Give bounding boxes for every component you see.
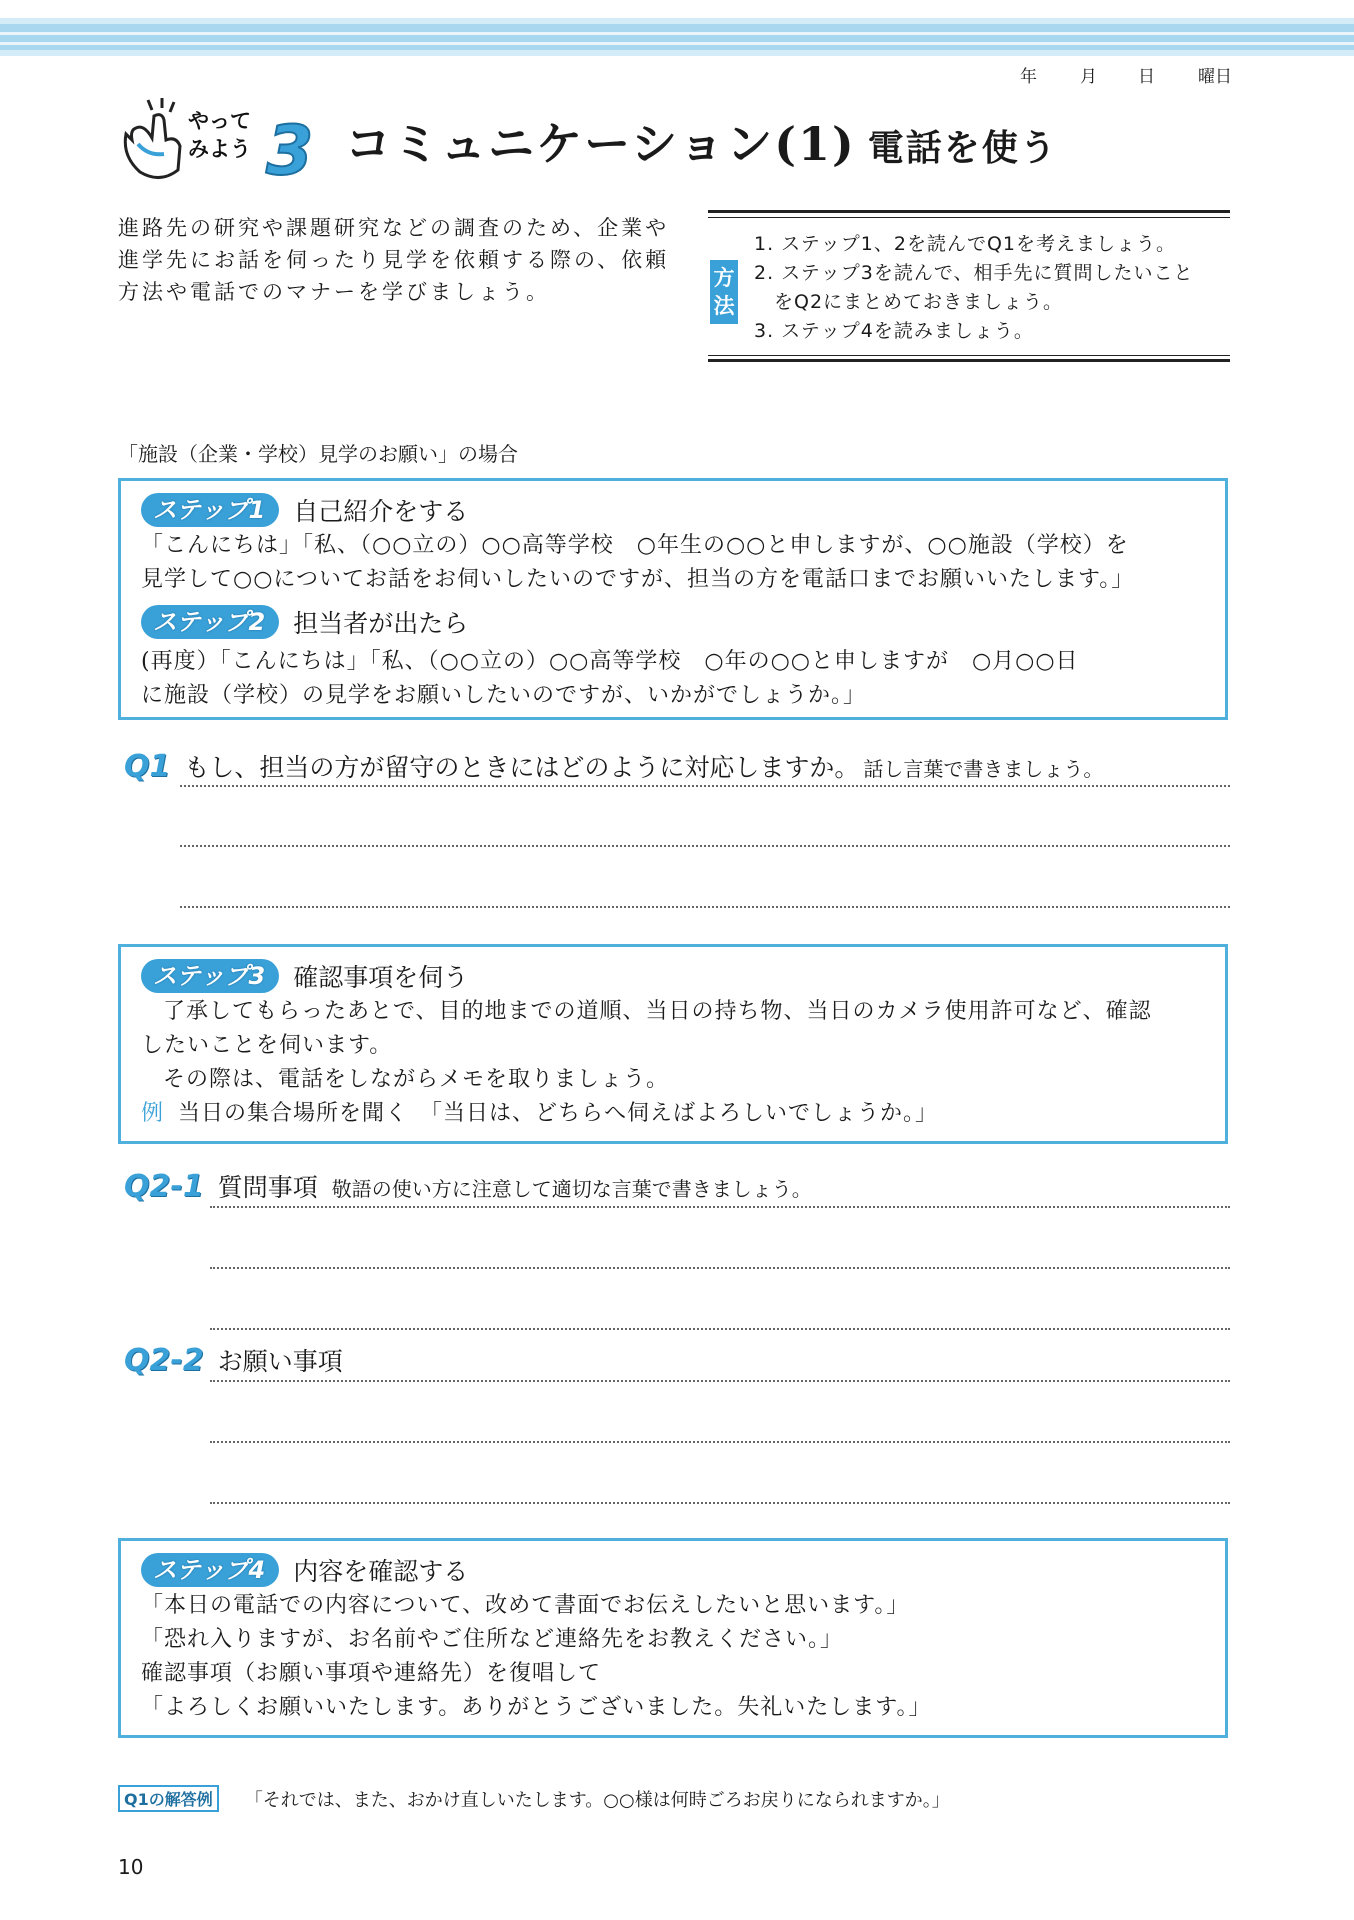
step3-header [141,957,1211,995]
step1-line: 見学して○○についてお話をお伺いしたいのですが、担当の方を電話口までお願いいたします。」 [141,567,1135,592]
q2-1-number: Q2-1 [124,1169,204,1204]
answer-line[interactable] [180,906,1230,908]
step4-label: ステップ4 [141,1553,279,1587]
q1-sample-answer [118,1785,950,1812]
date-day-label: 日 [1138,67,1155,87]
svg-text:みよう: みよう [188,137,251,161]
date-month-label: 月 [1080,67,1097,87]
step3-text [141,995,1211,1131]
step1-text [141,529,1211,597]
answer-line[interactable] [180,785,1230,787]
step4-line: 「本日の電話での内容について、改めて書面でお伝えしたいと思います。」 [141,1593,910,1618]
method-rule [708,217,1230,218]
step3-box [118,944,1228,1144]
step3-title: 確認事項を伺う [293,963,469,992]
example-text: 当日の集合場所を聞く 「当日は、どちらへ伺えばよろしいでしょうか。」 [178,1101,939,1126]
q1-text: もし、担当の方が留守のときにはどのように対応しますか。 [184,753,860,782]
method-item: 2. ステップ3を読んで、相手先に質問したいこと [754,262,1194,284]
method-item: をQ2にまとめておきましょう。 [754,291,1064,313]
section-caption: 「施設（企業・学校）見学のお願い」の場合 [118,442,518,466]
method-list [754,230,1194,346]
step4-box [118,1538,1228,1738]
step4-line: 「よろしくお願いいたします。ありがとうございました。失礼いたします。」 [141,1695,932,1720]
step2-line: (再度）「こんにちは」「私、（○○立の）○○高等学校 ○年の○○と申しますが ○月○○日 [141,649,1079,674]
step3-line: その際は、電話をしながらメモを取りましょう。 [163,1067,670,1092]
answer-line[interactable] [210,1328,1230,1330]
q2-1-note: 敬語の使い方に注意して適切な言葉で書きましょう。 [331,1177,812,1201]
intro-paragraph: 進路先の研究や課題研究などの調査のため、企業や進学先にお話を伺ったり見学を依頼する際の、依頼方法や電話でのマナーを学びましょう。 [118,216,670,304]
q2-1-text: 質問事項 [217,1173,318,1202]
step4-header [141,1551,1211,1589]
step3-line: 了承してもらったあとで、目的地までの道順、当日の持ち物、当日のカメラ使用許可など、確認 [163,999,1152,1024]
q2-2-number: Q2-2 [124,1343,204,1378]
q2-1-prompt [124,1168,812,1204]
step2-line: に施設（学校）の見学をお願いしたいのですが、いかがでしょうか。」 [141,683,867,708]
step1-header [141,491,1211,529]
answer-line[interactable] [210,1441,1230,1443]
yatte-miyou-badge [118,94,318,186]
step4-line: 確認事項（お願い事項や連絡先）を復唱して [141,1661,602,1686]
q2-2-text: お願い事項 [217,1347,343,1376]
q1-number: Q1 [124,749,171,784]
answer-line[interactable] [210,1267,1230,1269]
q1-prompt [124,748,1103,784]
method-box [708,210,1230,362]
q2-2-prompt [124,1342,343,1378]
page-title [345,108,1058,174]
step4-line: 「恐れ入りますが、お名前やご住所など連絡先をお教えください。」 [141,1627,844,1652]
svg-text:3: 3 [266,112,314,186]
svg-text:やって: やって [188,109,251,133]
method-item: 1. ステップ1、2を読んでQ1を考えましょう。 [754,233,1177,255]
step3-label: ステップ3 [141,959,279,993]
step2-label: ステップ2 [141,605,279,639]
step3-example [141,1097,1211,1131]
step3-line: したいことを伺います。 [141,1033,393,1058]
page-number: 10 [118,1855,144,1879]
sample-answer-tag: Q1の解答例 [118,1785,219,1812]
q1-note: 話し言葉で書きましょう。 [863,757,1104,781]
step4-title: 内容を確認する [293,1557,469,1586]
answer-line[interactable] [180,845,1230,847]
page-title-main: コミュニケーション(1) [345,117,856,171]
sample-answer-text: 「それでは、また、おかけ直しいたします。○○様は何時ごろお戻りになられますか。」 [244,1789,950,1811]
step2-text [141,645,1211,713]
step1-step2-box [118,478,1228,720]
date-year-label: 年 [1020,67,1037,87]
answer-line[interactable] [210,1380,1230,1382]
page-subtitle: 電話を使う [867,127,1058,169]
answer-line[interactable] [210,1206,1230,1208]
example-label: 例 [141,1101,165,1126]
answer-line[interactable] [210,1502,1230,1504]
step1-title: 自己紹介をする [293,497,469,526]
method-rule [708,355,1230,356]
step1-line: 「こんにちは」「私、（○○立の）○○高等学校 ○年生の○○と申しますが、○○施設（学校）を [141,533,1129,558]
pointing-hand-icon [118,94,318,186]
method-rule [708,210,1230,213]
step2-header [141,603,1211,641]
method-rule [708,359,1230,362]
step2-title: 担当者が出たら [293,609,469,638]
top-decorative-band [0,18,1354,56]
date-weekday-label: 曜日 [1198,67,1232,87]
method-item: 3. ステップ4を読みましょう。 [754,320,1034,342]
method-tag: 方法 [710,260,738,324]
step4-text [141,1589,1211,1725]
step1-label: ステップ1 [141,493,279,527]
